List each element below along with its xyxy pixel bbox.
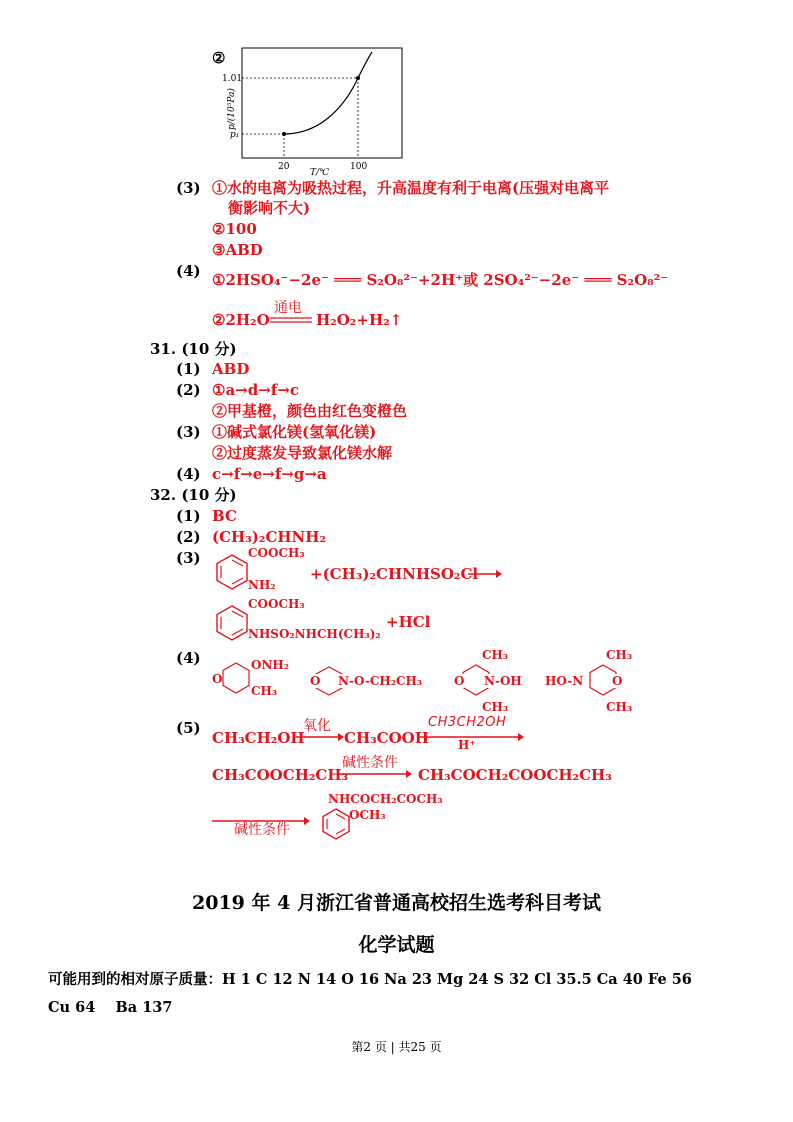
q31-label: (1) <box>176 360 201 378</box>
q30-p3-answer3: ③ABD <box>212 241 263 259</box>
atomic-masses-line1: 可能用到的相对原子质量：H 1 C 12 N 14 O 16 Na 23 Mg 24 S 32 Cl 35.5 Ca 40 Fe 56 <box>48 971 692 988</box>
q31-answer: ①碱式氯化镁(氢氧化镁) <box>212 423 377 441</box>
q32-p1-label: (1) <box>176 507 201 525</box>
structure-3-o: O <box>454 674 465 688</box>
route-step-2: CH₃COOH <box>344 729 429 747</box>
structure-4-ch3-top: CH₃ <box>606 648 633 662</box>
q30-p3-answer2: ②100 <box>212 220 257 238</box>
q32-p3-reagent: +(CH₃)₂CHNHSO₂Cl <box>310 565 479 583</box>
y-tick-p1: p₁ <box>230 130 240 140</box>
q32-p2-answer: (CH₃)₂CHNH₂ <box>212 528 327 546</box>
route-arrow-1 <box>296 731 344 743</box>
q30-p4-condition: 通电 <box>274 300 302 316</box>
graph-point-2 <box>356 76 360 80</box>
route-cond-3: 碱性条件 <box>342 755 398 771</box>
x-tick-100: 100 <box>350 162 368 172</box>
route-cond-2-bottom: H⁺ <box>458 738 476 752</box>
q31-label: (2) <box>176 381 201 399</box>
q32-p3-arrow <box>468 568 502 580</box>
q30-p3-label: (3) <box>176 179 201 197</box>
product-sub-nhso2: NHSO₂NHCH(CH₃)₂ <box>248 627 381 641</box>
reactant-sub-nh2: NH₂ <box>248 578 276 592</box>
q31-answer: ②过度蒸发导致氯化镁水解 <box>212 444 393 462</box>
reactant-benzene-ring <box>212 552 252 592</box>
graph-curve <box>284 52 372 134</box>
y-axis-label: p/(10⁵Pa) <box>227 88 237 130</box>
q30-p4-answer2-right: H₂O₂+H₂↑ <box>316 311 403 329</box>
q31-answer: c→f→e→f→g→a <box>212 465 327 483</box>
q32-head: 32. (10 分) <box>150 486 237 504</box>
structure-4-hon: HO-N <box>545 674 584 688</box>
route-step-4: CH₃COCH₂COOCH₂CH₃ <box>418 766 612 784</box>
q30-p3-answer1: ①水的电离为吸热过程，升高温度有利于电离(压强对电离平 <box>212 179 610 197</box>
exam-subtitle: 化学试题 <box>358 934 435 956</box>
q30-p4-label: (4) <box>176 262 201 280</box>
route-step-1: CH₃CH₂OH <box>212 729 305 747</box>
route-step-3: CH₃COOCH₂CH₃ <box>212 766 349 784</box>
q30-p3-answer1-cont: 衡影响不大) <box>228 199 311 217</box>
route-cond-4: 碱性条件 <box>234 822 290 838</box>
final-sub-amide: NHCOCH₂COCH₃ <box>328 792 443 806</box>
route-cond-1: 氧化 <box>303 718 331 734</box>
q31-label: (3) <box>176 423 201 441</box>
q31-answer: ①a→d→f→c <box>212 381 299 399</box>
vapor-pressure-graph <box>218 40 408 180</box>
q32-p5-label: (5) <box>176 719 201 737</box>
graph-frame <box>242 48 402 158</box>
route-arrow-3 <box>338 768 412 780</box>
structure-1-ring <box>218 660 254 696</box>
structure-3-noh: N-OH <box>484 674 522 688</box>
graph-point-1 <box>282 132 286 136</box>
q32-p4-label: (4) <box>176 649 201 667</box>
structure-3-ch3-top: CH₃ <box>482 648 509 662</box>
atomic-masses-line2: Cu 64 Ba 137 <box>48 999 173 1016</box>
product-benzene-ring <box>212 603 252 643</box>
q31-answer: ABD <box>212 360 250 378</box>
graph-number: ② <box>212 49 226 67</box>
route-cond-2-top: CH3CH2OH <box>428 715 507 730</box>
structure-4-ch3-bottom: CH₃ <box>606 700 633 714</box>
y-tick-101: 1.01 <box>222 74 243 84</box>
q32-p2-label: (2) <box>176 528 201 546</box>
q30-p4-equals <box>270 316 312 324</box>
structure-2-chain: N-O-CH₂CH₃ <box>338 674 423 688</box>
x-axis-label: T/℃ <box>310 168 330 178</box>
q32-p3-hcl: +HCl <box>386 613 431 631</box>
q30-p4-answer1: ①2HSO₄⁻−2e⁻ ═══ S₂O₈²⁻+2H⁺或 2SO₄²⁻−2e⁻ ═══ S₂O₈²⁻ <box>212 271 669 289</box>
q31-answer: ②甲基橙，颜色由红色变橙色 <box>212 402 408 420</box>
page-footer: 第2 页 | 共25 页 <box>351 1040 442 1054</box>
structure-1-ch3: CH₃ <box>251 684 278 698</box>
reactant-sub-cooch3: COOCH₃ <box>248 546 305 560</box>
structure-4-o: O <box>612 674 623 688</box>
structure-1-o: O <box>212 672 223 686</box>
q31-label: (4) <box>176 465 201 483</box>
structure-1-onh2: ONH₂ <box>251 658 290 672</box>
q30-p4-answer2-left: ②2H₂O <box>212 311 270 329</box>
structure-2-o: O <box>310 674 321 688</box>
q32-p3-label: (3) <box>176 549 201 567</box>
product-sub-cooch3: COOCH₃ <box>248 597 305 611</box>
q32-p1-answer: BC <box>212 507 237 525</box>
exam-title: 2019 年 4 月浙江省普通高校招生选考科目考试 <box>192 892 601 914</box>
x-tick-20: 20 <box>278 162 290 172</box>
final-sub-och3: OCH₃ <box>349 808 386 822</box>
structure-3-ch3-bottom: CH₃ <box>482 700 509 714</box>
q31-head: 31. (10 分) <box>150 340 237 358</box>
